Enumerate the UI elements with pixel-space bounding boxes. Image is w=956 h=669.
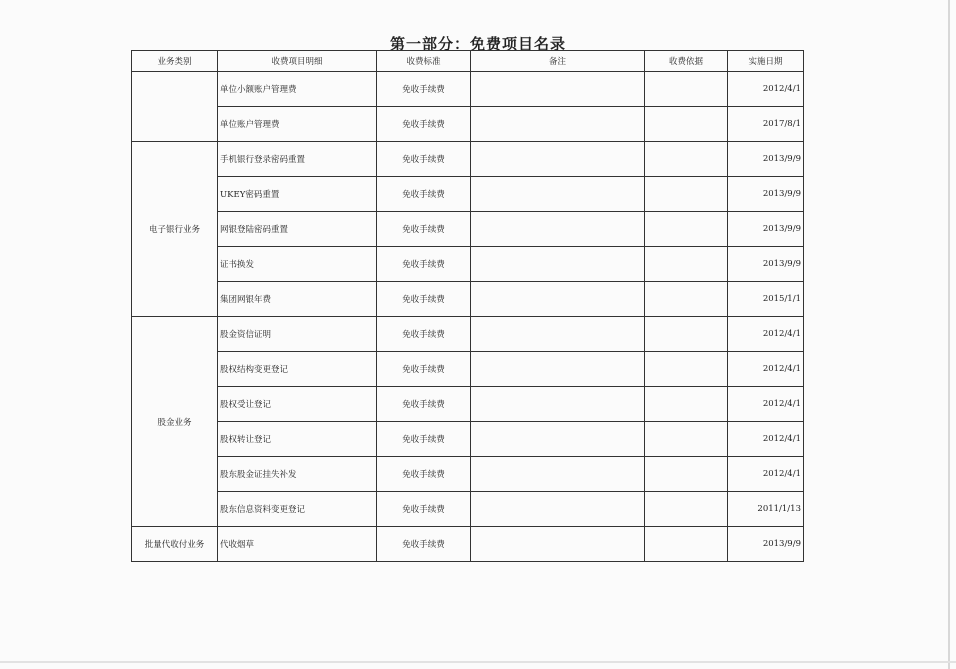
item-cell: 集团网银年费	[218, 282, 377, 317]
item-cell: 股金资信证明	[218, 317, 377, 352]
note-cell	[471, 527, 645, 562]
basis-cell	[645, 142, 728, 177]
date-cell: 2017/8/1	[728, 107, 804, 142]
header-note: 备注	[471, 51, 645, 72]
note-cell	[471, 107, 645, 142]
note-cell	[471, 72, 645, 107]
basis-cell	[645, 492, 728, 527]
date-cell: 2012/4/1	[728, 387, 804, 422]
item-cell: 手机银行登录密码重置	[218, 142, 377, 177]
standard-cell: 免收手续费	[377, 72, 471, 107]
table-row	[132, 527, 804, 562]
basis-cell	[645, 247, 728, 282]
table-row	[132, 492, 804, 527]
table-row	[132, 352, 804, 387]
standard-cell: 免收手续费	[377, 492, 471, 527]
date-cell: 2013/9/9	[728, 527, 804, 562]
basis-cell	[645, 212, 728, 247]
item-cell: 股东信息资料变更登记	[218, 492, 377, 527]
standard-cell: 免收手续费	[377, 177, 471, 212]
basis-cell	[645, 107, 728, 142]
table-row	[132, 212, 804, 247]
category-cell: 股金业务	[132, 317, 218, 527]
basis-cell	[645, 177, 728, 212]
standard-cell: 免收手续费	[377, 457, 471, 492]
item-cell: 网银登陆密码重置	[218, 212, 377, 247]
table-row	[132, 177, 804, 212]
table-row	[132, 72, 804, 107]
basis-cell	[645, 352, 728, 387]
date-cell: 2013/9/9	[728, 142, 804, 177]
category-cell: 批量代收付业务	[132, 527, 218, 562]
item-cell: 股权转让登记	[218, 422, 377, 457]
document-title: 第一部分：免费项目名录	[389, 35, 566, 53]
header-standard: 收费标准	[377, 51, 471, 72]
date-cell: 2012/4/1	[728, 457, 804, 492]
basis-cell	[645, 387, 728, 422]
table-row	[132, 387, 804, 422]
category-cell	[132, 72, 218, 142]
basis-cell	[645, 72, 728, 107]
standard-cell: 免收手续费	[377, 352, 471, 387]
fee-table	[131, 50, 804, 562]
date-cell: 2012/4/1	[728, 422, 804, 457]
standard-cell: 免收手续费	[377, 212, 471, 247]
header-category: 业务类别	[132, 51, 218, 72]
item-cell: 股权受让登记	[218, 387, 377, 422]
table-row	[132, 107, 804, 142]
date-cell: 2013/9/9	[728, 177, 804, 212]
basis-cell	[645, 317, 728, 352]
item-cell: 股权结构变更登记	[218, 352, 377, 387]
basis-cell	[645, 457, 728, 492]
table-row	[132, 317, 804, 352]
note-cell	[471, 422, 645, 457]
note-cell	[471, 317, 645, 352]
date-cell: 2012/4/1	[728, 352, 804, 387]
standard-cell: 免收手续费	[377, 142, 471, 177]
basis-cell	[645, 282, 728, 317]
date-cell: 2011/1/13	[728, 492, 804, 527]
note-cell	[471, 247, 645, 282]
table-row	[132, 247, 804, 282]
date-cell: 2012/4/1	[728, 317, 804, 352]
date-cell: 2013/9/9	[728, 212, 804, 247]
standard-cell: 免收手续费	[377, 317, 471, 352]
header-row	[132, 51, 804, 72]
category-cell: 电子银行业务	[132, 142, 218, 317]
item-cell: 单位小额账户管理费	[218, 72, 377, 107]
basis-cell	[645, 422, 728, 457]
standard-cell: 免收手续费	[377, 107, 471, 142]
note-cell	[471, 457, 645, 492]
item-cell: 代收烟草	[218, 527, 377, 562]
header-basis: 收费依据	[645, 51, 728, 72]
table-row	[132, 457, 804, 492]
standard-cell: 免收手续费	[377, 247, 471, 282]
basis-cell	[645, 527, 728, 562]
item-cell: 证书换发	[218, 247, 377, 282]
page-edge-bottom	[0, 661, 956, 663]
note-cell	[471, 492, 645, 527]
item-cell: 单位账户管理费	[218, 107, 377, 142]
header-date: 实施日期	[728, 51, 804, 72]
standard-cell: 免收手续费	[377, 387, 471, 422]
date-cell: 2015/1/1	[728, 282, 804, 317]
table-row	[132, 422, 804, 457]
note-cell	[471, 282, 645, 317]
table-row	[132, 282, 804, 317]
item-cell: 股东股金证挂失补发	[218, 457, 377, 492]
note-cell	[471, 387, 645, 422]
date-cell: 2013/9/9	[728, 247, 804, 282]
item-cell: UKEY密码重置	[218, 177, 377, 212]
note-cell	[471, 352, 645, 387]
note-cell	[471, 142, 645, 177]
note-cell	[471, 212, 645, 247]
header-item: 收费项目明细	[218, 51, 377, 72]
standard-cell: 免收手续费	[377, 282, 471, 317]
table-row	[132, 142, 804, 177]
standard-cell: 免收手续费	[377, 422, 471, 457]
note-cell	[471, 177, 645, 212]
date-cell: 2012/4/1	[728, 72, 804, 107]
standard-cell: 免收手续费	[377, 527, 471, 562]
page-edge-right	[948, 0, 950, 669]
